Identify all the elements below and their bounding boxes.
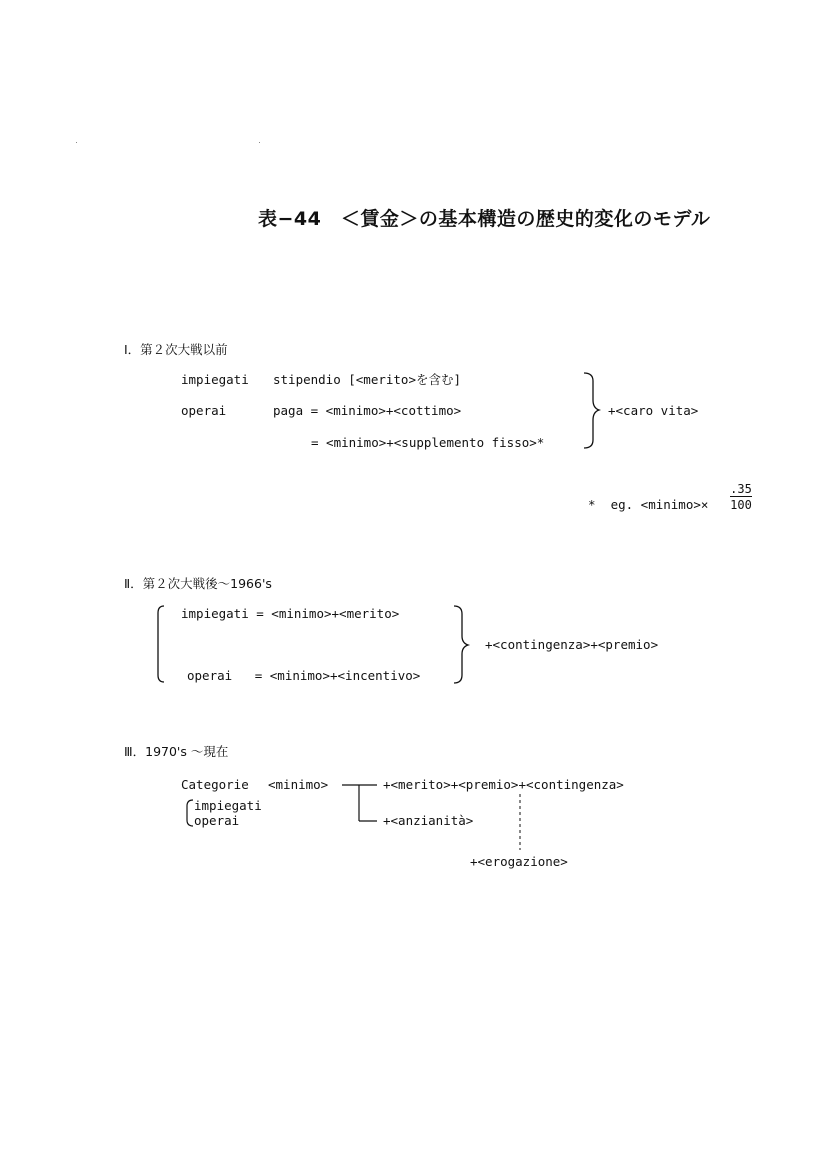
s3-branch-2: +<anzianità> [383, 813, 474, 828]
section-3-heading: Ⅲ．1970's 〜現在 [124, 744, 229, 759]
scan-speck [76, 142, 77, 143]
s1-operai-label: operai [181, 403, 227, 418]
s1-footnote-fraction-bar [730, 496, 752, 497]
s1-right-brace [584, 373, 599, 448]
s2-right-term: +<contingenza>+<premio> [485, 637, 659, 652]
s2-right-brace [454, 606, 468, 683]
s1-impiegati-label: impiegati [181, 372, 249, 387]
s1-footnote: * eg. <minimo>× [588, 497, 709, 512]
s3-branch-1: +<merito>+<premio>+<contingenza> [383, 777, 624, 792]
s2-operai-formula: operai = <minimo>+<incentivo> [187, 668, 421, 683]
s1-impiegati-formula: stipendio [<merito>を含む] [273, 372, 462, 387]
s2-impiegati-formula: impiegati = <minimo>+<merito> [181, 606, 400, 621]
s2-left-bracket [158, 606, 164, 682]
s3-impiegati: impiegati [194, 798, 262, 813]
s1-footnote-numerator: .35 [730, 482, 752, 496]
s3-minimo: <minimo> [268, 777, 329, 792]
section-2-heading: Ⅱ．第２次大戦後〜1966's [124, 576, 272, 591]
scan-speck [259, 142, 260, 143]
s1-operai-formula-1: paga = <minimo>+<cottimo> [273, 403, 462, 418]
s1-footnote-denominator: 100 [730, 498, 752, 512]
s3-categorie: Categorie [181, 777, 249, 792]
s1-right-term: +<caro vita> [608, 403, 699, 418]
section-1-heading: Ⅰ．第２次大戦以前 [124, 342, 228, 357]
s3-small-bracket [187, 800, 193, 826]
s3-erogazione: +<erogazione> [470, 854, 568, 869]
s3-operai: operai [194, 813, 240, 828]
s1-operai-formula-2: = <minimo>+<supplemento fisso>* [311, 435, 545, 450]
table-title: 表−44 ＜賃金＞の基本構造の歴史的変化のモデル [258, 208, 711, 230]
